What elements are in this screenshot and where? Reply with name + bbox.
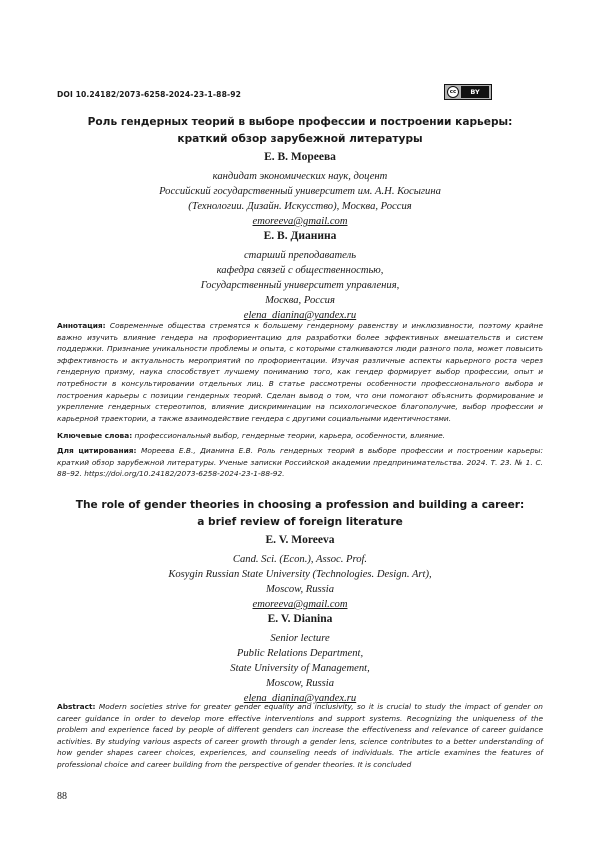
ru-author-1-affiliation: кандидат экономических наук, доцент [212, 171, 388, 182]
ru-author-2-affiliation: Москва, Россия [265, 295, 335, 306]
en-author-1-block [60, 533, 540, 612]
doi-line: DOI 10.24182/2073-6258-2024-23-1-88-92 [57, 90, 241, 99]
en-author-1-affiliation: Kosygin Russian State University (Technologies. Design. Art), [168, 569, 432, 580]
ru-author-1-name: Е. В. Мореева [264, 151, 336, 163]
en-abstract-text: Modern societies strive for greater gender equality and inclusivity, so it is crucial to study the impact of gender on career guidance in order to develop more effective interventions and support systems. Recognizing the uniqueness of the problem and experience faced by people of different genders can increase the effectiveness and relevance of career guidance activities. By studying various aspects of career growth through a gender lens, science contributes to a better understanding of how gender shapes career choices, experiences, and counseling needs of individuals. The article examines the features of professional choice and career building from the perspective of gender theories. It is concluded [57, 702, 543, 769]
ru-author-1-affiliation: Российский государственный университет им. А.Н. Косыгина [159, 186, 441, 197]
russian-title-line-1: Роль гендерных теорий в выборе профессии и построении карьеры: [87, 116, 513, 128]
en-author-1-name: E. V. Moreeva [265, 534, 335, 546]
en-author-2-email-link[interactable]: elena_dianina@yandex.ru [243, 693, 357, 704]
english-title [60, 497, 540, 531]
ru-author-2-block [60, 229, 540, 323]
en-abstract-label: Abstract: [57, 702, 96, 711]
ru-author-2-affiliation: Государственный университет управления, [200, 280, 400, 291]
ru-keywords [57, 430, 543, 442]
ru-author-2-name: Е. В. Дианина [263, 230, 337, 242]
en-author-2-affiliation: Moscow, Russia [265, 678, 335, 689]
ru-author-1-affiliation: (Технологии. Дизайн. Искусство), Москва, Россия [188, 201, 412, 212]
ru-citation-text: Мореева Е.В., Дианина Е.В. Роль гендерных теорий в выборе профессии и построении карьеры: краткий обзор зарубежной литературы. Ученые записки Российской академии предпринимательства. 2024. Т. 23. № 1. С. 88–92. https://doi.org/10.24182/2073-6258-2024-23-1-88-92. [57, 446, 543, 479]
ru-author-2-affiliation: старший преподаватель [243, 250, 357, 261]
ru-author-1-email-link[interactable]: emoreeva@gmail.com [252, 216, 348, 227]
ru-abstract-text: Современные общества стремятся к большему гендерному равенству и инклюзивности, поэтому крайне важно изучить влияние гендера на профориентацию для разработки более эффективных вмешательств и систем поддержки. Признание уникальности проблемы и опыта, с которыми сталкиваются люди разного пола, может повысить эффективность и актуальность мероприятий по профориентации. Изучая различные аспекты карьерного роста через гендерную призму, наука способствует лучшему пониманию того, как гендер формирует выбор профессии, опыт и потребности в консультировании отдельных лиц. В статье рассмотрены особенности профессионального выбора и построения карьеры с позиции гендерных теорий. Сделан вывод о том, что они помогают объяснить формирование и укрепление гендерных стереотипов, влияние дискриминации на психологическое благополучие, выбор профессии и карьерной траектории, а также взаимодействие гендера с другими социальными идентичностями. [57, 321, 543, 423]
ru-author-2-affiliation: кафедра связей с общественностью, [216, 265, 384, 276]
en-author-1-affiliation: Cand. Sci. (Econ.), Assoc. Prof. [232, 554, 368, 565]
en-author-2-affiliation: Public Relations Department, [236, 648, 364, 659]
en-author-2-affiliation: Senior lecture [270, 633, 330, 644]
attribution-label: BY [461, 86, 489, 98]
creative-commons-icon: cc [447, 86, 459, 98]
english-title-line-1: The role of gender theories in choosing a profession and building a career: [75, 499, 525, 511]
ru-citation [57, 445, 543, 480]
cc-by-license-badge[interactable] [444, 84, 492, 100]
russian-title-line-2: краткий обзор зарубежной литературы [177, 133, 423, 145]
en-author-2-block [60, 612, 540, 706]
ru-abstract-label: Аннотация: [57, 321, 106, 330]
ru-citation-label: Для цитирования: [57, 446, 137, 455]
ru-keywords-label: Ключевые слова: [57, 431, 133, 440]
en-author-1-email-link[interactable]: emoreeva@gmail.com [252, 599, 348, 610]
page-number: 88 [57, 791, 67, 802]
ru-keywords-text: профессиональный выбор, гендерные теории, карьера, особенности, влияние. [134, 431, 445, 440]
en-author-2-name: E. V. Dianina [267, 613, 333, 625]
english-title-line-2: a brief review of foreign literature [197, 516, 403, 528]
en-abstract [57, 701, 543, 771]
russian-title [60, 114, 540, 148]
ru-abstract [57, 320, 543, 424]
ru-author-1-block [60, 150, 540, 229]
ru-author-2-email-link[interactable]: elena_dianina@yandex.ru [243, 310, 357, 321]
en-author-1-affiliation: Moscow, Russia [265, 584, 335, 595]
en-author-2-affiliation: State University of Management, [230, 663, 370, 674]
